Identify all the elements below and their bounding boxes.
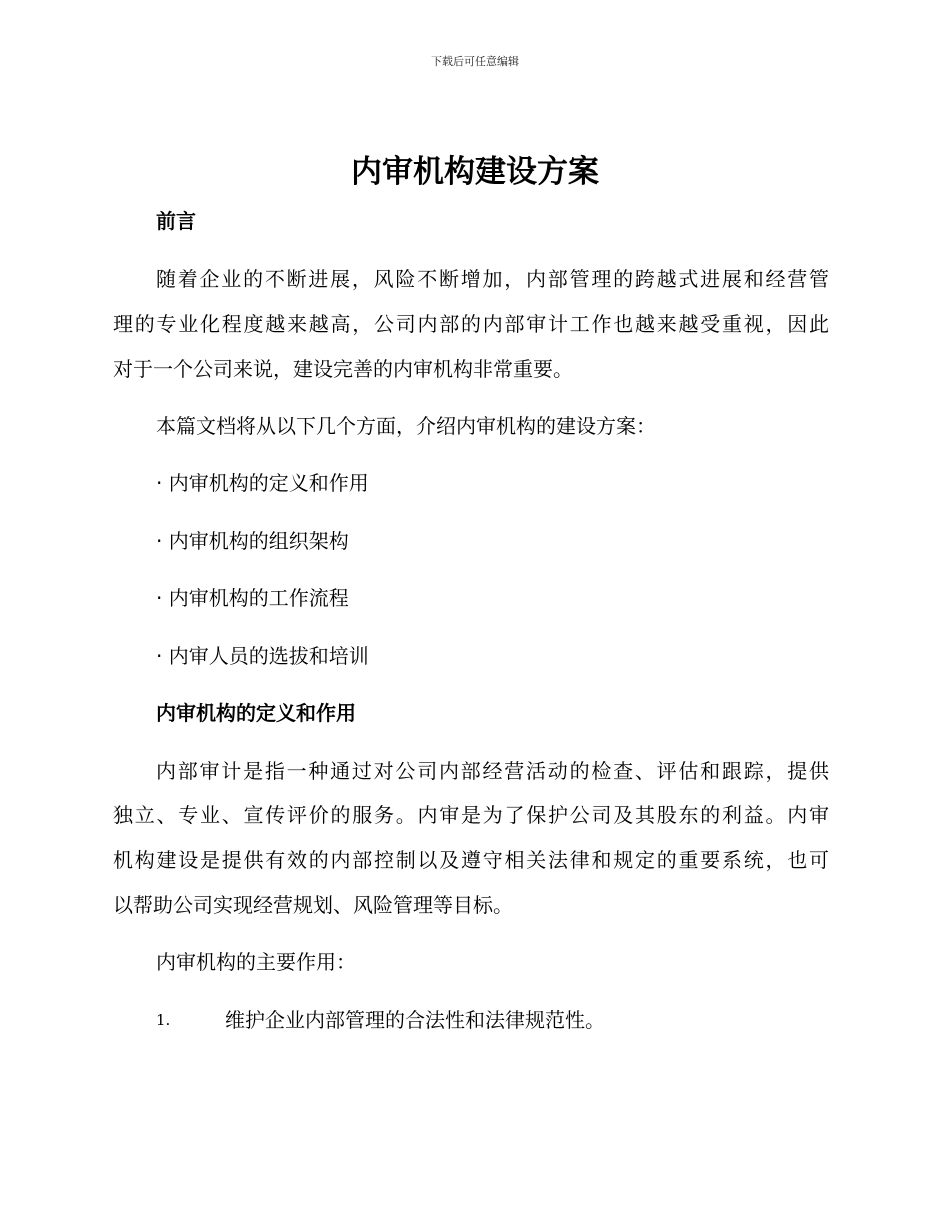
numbered-item-number: 1. — [156, 1011, 171, 1029]
section-heading-definition: 内审机构的定义和作用 — [156, 701, 356, 725]
intro-line: 本篇文档将从以下几个方面，介绍内审机构的建设方案： — [156, 414, 656, 438]
paragraph-line: 理的专业化程度越来越高，公司内部的内部审计工作也越来越受重视，因此 — [113, 312, 829, 336]
bullet-item: · 内审机构的工作流程 — [156, 586, 349, 610]
numbered-item-text: 维护企业内部管理的合法性和法律规范性。 — [225, 1008, 605, 1032]
bullet-item: · 内审机构的定义和作用 — [156, 471, 369, 495]
bullet-item: · 内审机构的组织架构 — [156, 529, 349, 553]
header-note: 下载后可任意编辑 — [431, 55, 519, 68]
section-heading-preface: 前言 — [156, 209, 196, 233]
paragraph-line: 对于一个公司来说，建设完善的内审机构非常重要。 — [113, 357, 573, 381]
paragraph-line: 随着企业的不断进展，风险不断增加，内部管理的跨越式进展和经营管 — [156, 267, 829, 291]
main-roles-line: 内审机构的主要作用： — [156, 950, 356, 974]
paragraph-line: 独立、专业、宣传评价的服务。内审是为了保护公司及其股东的利益。内审 — [113, 803, 829, 827]
bullet-item: · 内审人员的选拔和培训 — [156, 644, 369, 668]
paragraph-line: 内部审计是指一种通过对公司内部经营活动的检查、评估和跟踪，提供 — [156, 759, 829, 783]
document-title: 内审机构建设方案 — [351, 154, 599, 190]
paragraph-line: 以帮助公司实现经营规划、风险管理等目标。 — [113, 893, 513, 917]
paragraph-line: 机构建设是提供有效的内部控制以及遵守相关法律和规定的重要系统，也可 — [113, 848, 829, 872]
